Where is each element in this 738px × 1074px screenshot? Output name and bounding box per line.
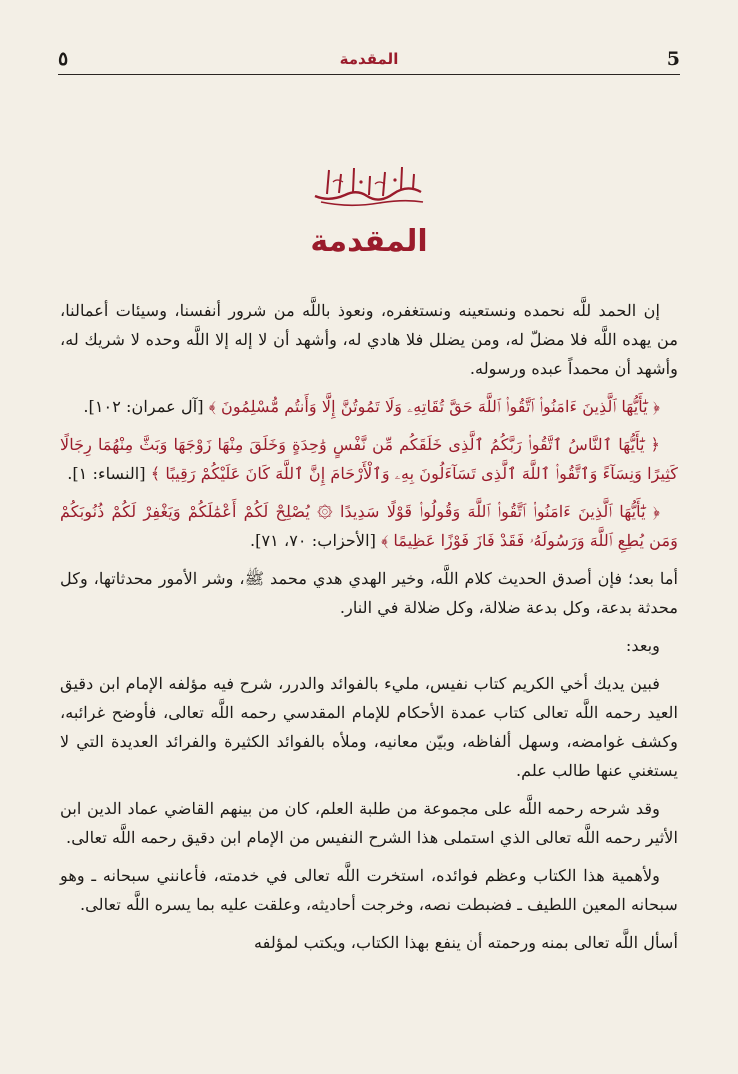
chapter-title: المقدمة [310,224,428,259]
paragraph-amma-bad: أما بعد؛ فإن أصدق الحديث كلام اللَّه، وخير الهدي هدي محمد ﷺ، وشر الأمور محدثاتها، وكل محدثة بدعة، وكل بدعة ضلالة، وكل ضلالة في النار. [60,569,678,617]
quran-verse-1 [60,392,678,421]
paragraph-editing-work: ولأهمية هذا الكتاب وعظم فوائده، استخرت اللَّه تعالى في خدمته، فأعانني سبحانه ـ وهو سبحانه المعين اللطيف ـ فضبطت نصه، وخرجت أحاديثه، وعلقت عليه بما يسره اللَّه تعالى. [60,866,678,914]
running-title: المقدمة [339,50,399,68]
verse-reference: [الأحزاب: ٧٠، ٧١]. [250,531,376,550]
verse-text: ﴿ يَٰٓأَيُّهَا ٱلَّذِينَ ءَامَنُوا۟ ٱتَّقُوا۟ ٱللَّهَ وَقُولُوا۟ قَوْلًا سَدِيدًا ۞ يُصْلِحْ لَكُمْ أَعْمَٰلَكُمْ وَيَغْفِرْ لَكُمْ ذُنُوبَكُمْ وَمَن يُطِعِ ٱللَّهَ وَرَسُولَهُۥ فَقَدْ فَازَ فَوْزًا عَظِيمًا ﴾ [60,502,678,550]
basmala-calligraphy [0,162,738,208]
paragraph-closing-prayer: أسأل اللَّه تعالى بمنه ورحمته أن ينفع بهذا الكتاب، ويكتب لمؤلفه [253,933,678,952]
verse-text: ﴿ يَٰٓأَيُّهَا ٱلَّذِينَ ءَامَنُوا۟ ٱتَّقُوا۟ ٱللَّهَ حَقَّ تُقَاتِهِۦ وَلَا تَمُوتُنَّ إِلَّا وَأَنتُم مُّسْلِمُونَ ﴾ [208,397,660,416]
quran-verse-2 [60,430,678,488]
verse-text: ﴿ يَٰٓأَيُّهَا ٱلنَّاسُ ٱتَّقُوا۟ رَبَّكُمُ ٱلَّذِى خَلَقَكُم مِّن نَّفْسٍ وَٰحِدَةٍ وَخَلَقَ مِنْهَا زَوْجَهَا وَبَثَّ مِنْهُمَا رِجَالًا كَثِيرًا وَنِسَآءً وَٱتَّقُوا۟ ٱللَّهَ ٱلَّذِى تَسَآءَلُونَ بِهِۦ وَٱلْأَرْحَامَ إِنَّ ٱللَّهَ كَانَ عَلَيْكُمْ رَقِيبًا ﴾ [60,435,678,483]
basmala-calligraphy-icon [309,162,429,208]
verse-reference: [آل عمران: ١٠٢]. [83,397,204,416]
page-number-arabic: ٥ [58,48,69,70]
paragraph-transmission: وقد شرحه رحمه اللَّه على مجموعة من طلبة العلم، كان من بينهم القاضي عماد الدين ابن الأثير رحمه اللَّه تعالى الذي استملى هذا الشرح النفيس من الإمام ابن دقيق رحمه اللَّه تعالى. [60,799,678,847]
paragraph-opening: إن الحمد للَّه نحمده ونستعينه ونستغفره، ونعوذ باللَّه من شرور أنفسنا، وسيئات أعمالنا، من يهده اللَّه فلا مضلّ له، ومن يضلل فلا هادي له، وأشهد أن لا إله إلا اللَّه وحده لا شريك له، وأشهد أن محمداً عبده ورسوله. [60,301,678,378]
paragraph-wa-bad: وبعد: [625,636,660,655]
body-text [60,296,678,966]
page-number-latin: 5 [666,48,680,70]
running-header [58,46,680,75]
verse-reference: [النساء: ١]. [67,464,146,483]
quran-verse-3 [60,497,678,555]
paragraph-book-intro: فبين يديك أخي الكريم كتاب نفيس، مليء بالفوائد والدرر، شرح فيه مؤلفه الإمام ابن دقيق العيد رحمه اللَّه تعالى كتاب عمدة الأحكام للإمام المقدسي رحمه اللَّه تعالى، فأوضح غرائبه، وكشف غوامضه، وسهل ألفاظه، وبيّن معانيه، وملأه بالفوائد الكثيرة والفرائد العديدة التي لا يستغني عنها طالب علم. [60,674,678,780]
